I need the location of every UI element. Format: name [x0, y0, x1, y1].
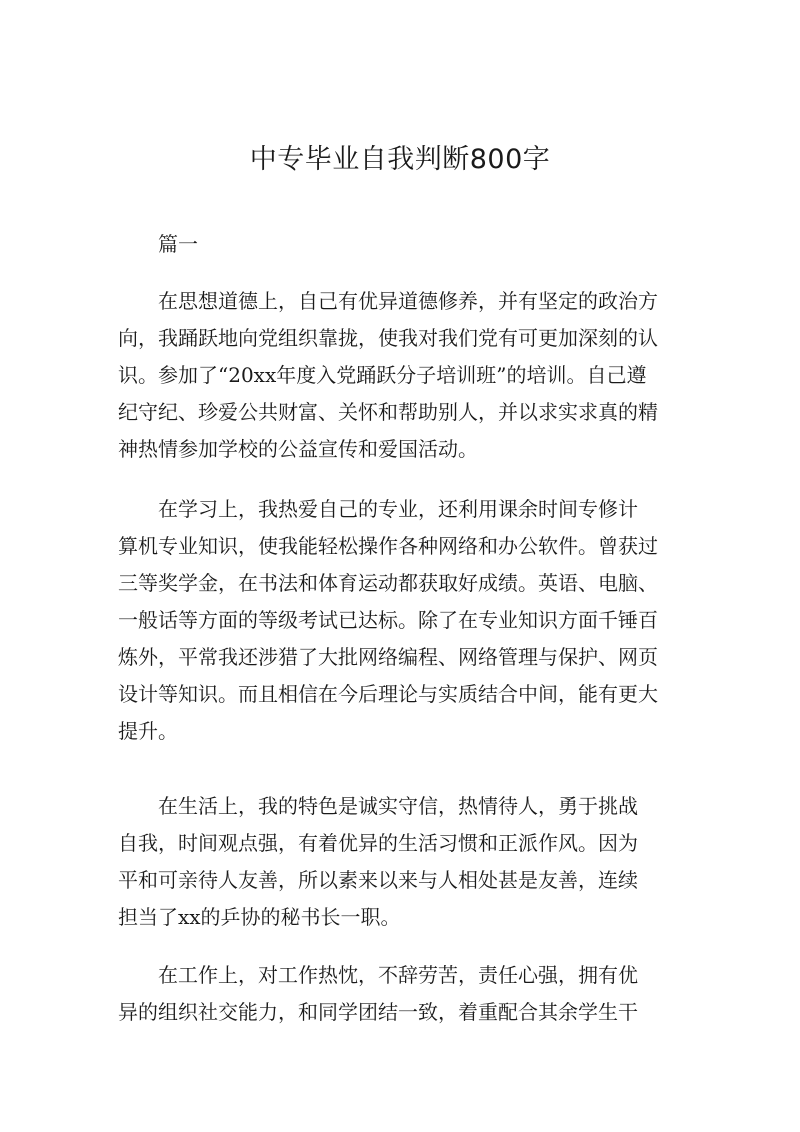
paragraph-line: 在工作上，对工作热忱，不辞劳苦，责任心强，拥有优 [158, 963, 638, 987]
paragraph-line: 神热情参加学校的公益宣传和爱国活动。 [118, 437, 478, 461]
document-title: 中专毕业自我判断800字 [249, 144, 551, 175]
paragraph-line: 在生活上，我的特色是诚实守信，热情待人，勇于挑战 [158, 794, 638, 818]
paragraph-line: 担当了xx的乒协的秘书长一职。 [118, 905, 401, 929]
paragraph-line: 算机专业知识，使我能轻松操作各种网络和办公软件。曾获过 [118, 534, 658, 558]
paragraph-line: 异的组织社交能力，和同学团结一致，着重配合其余学生干 [118, 1000, 638, 1024]
paragraph-line: 识。参加了“20xx年度入党踊跃分子培训班”的培训。自己遵 [118, 363, 647, 387]
paragraph-line: 一般话等方面的等级考试已达标。除了在专业知识方面千锤百 [118, 608, 658, 632]
paragraph-study [118, 491, 658, 750]
paragraph-line: 设计等知识。而且相信在今后理论与实质结合中间，能有更大 [118, 682, 658, 706]
paragraph-line: 炼外，平常我还涉猎了大批网络编程、网络管理与保护、网页 [118, 645, 658, 669]
paragraph-ideology [118, 283, 658, 468]
paragraph-line: 提升。 [118, 719, 178, 743]
paragraph-line: 在学习上，我热爱自己的专业，还利用课余时间专修计 [158, 497, 638, 521]
paragraph-work [118, 957, 638, 1031]
paragraph-line: 在思想道德上，自己有优异道德修养，并有坚定的政治方 [158, 289, 658, 313]
paragraph-line: 平和可亲待人友善，所以素来以来与人相处甚是友善，连续 [118, 868, 638, 892]
paragraph-line: 三等奖学金，在书法和体育运动都获取好成绩。英语、电脑、 [118, 571, 658, 595]
section-label: 篇一 [158, 232, 198, 256]
paragraph-line: 向，我踊跃地向党组织靠拢，使我对我们党有可更加深刻的认 [118, 326, 658, 350]
paragraph-line: 纪守纪、珍爱公共财富、关怀和帮助别人，并以求实求真的精 [118, 400, 658, 424]
paragraph-line: 自我，时间观点强，有着优异的生活习惯和正派作风。因为 [118, 831, 638, 855]
paragraph-life [118, 788, 638, 936]
